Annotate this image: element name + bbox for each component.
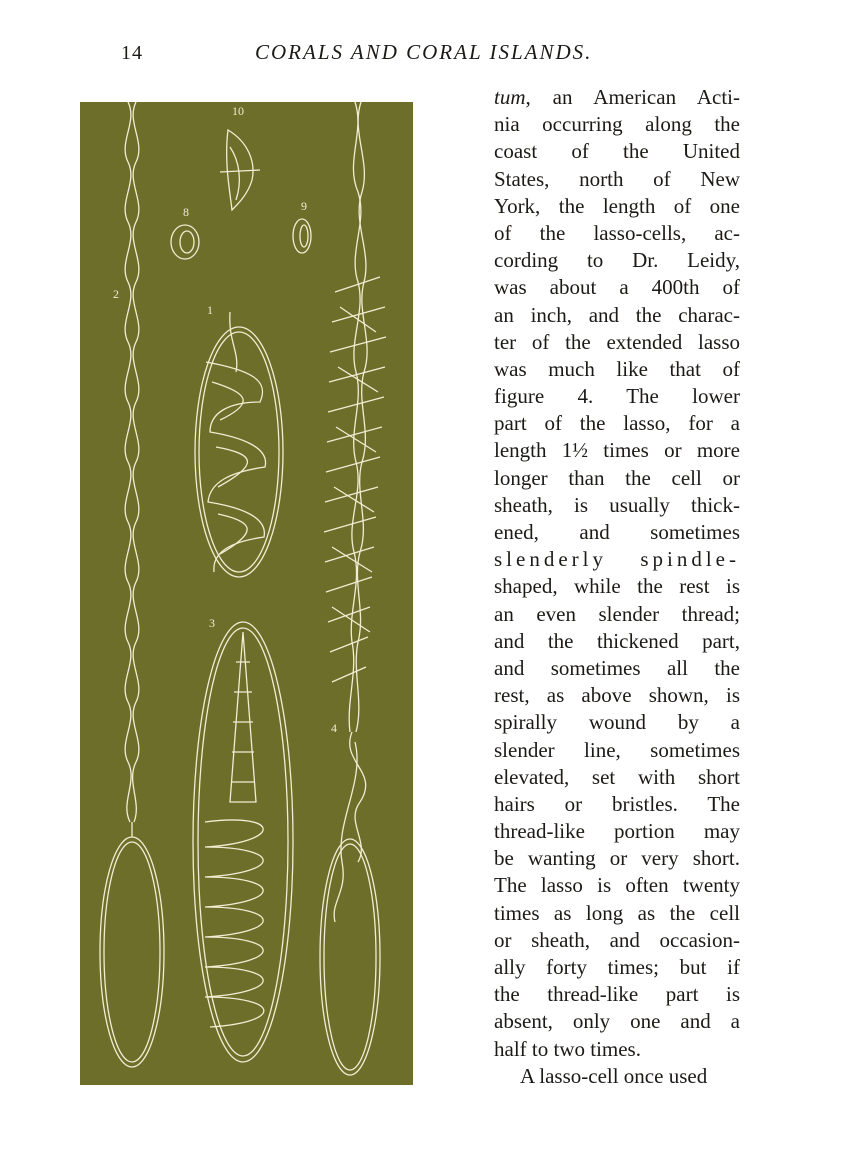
text-line: or sheath, and occasion- [494, 927, 740, 952]
figure-10-drawing [220, 130, 260, 210]
page-number: 14 [121, 42, 143, 64]
figure-2-drawing [100, 102, 164, 1067]
text-line: part of the lasso, for a [494, 411, 740, 436]
figure-label-8: 8 [183, 205, 189, 219]
text-line: hairs or bristles. The [494, 791, 740, 816]
figure-label-10: 10 [232, 104, 244, 118]
text-line: absent, only one and a [494, 1009, 740, 1034]
text-line: was about a 400th of [494, 275, 740, 300]
italic-word: tum [494, 85, 526, 109]
text-line: be wanting or very short. [494, 846, 740, 871]
text-line: spirally wound by a [494, 710, 740, 735]
text-line: longer than the cell or [494, 465, 740, 490]
text-line: the thread-like part is [494, 982, 740, 1007]
text-line: times as long as the cell [494, 900, 740, 925]
text-line: an inch, and the charac- [494, 302, 740, 327]
body-text-column [494, 84, 740, 1090]
text-line: and sometimes all the [494, 655, 740, 680]
text-line: half to two times. [494, 1036, 641, 1061]
text-line: was much like that of [494, 356, 740, 381]
text-line: of the lasso-cells, ac- [494, 220, 740, 245]
text-fragment: , an American Acti- [525, 85, 740, 109]
figure-label-2: 2 [113, 287, 119, 301]
text-line: length 1½ times or more [494, 438, 740, 463]
text-line: thread-like portion may [494, 819, 740, 844]
text-line: cording to Dr. Leidy, [494, 248, 740, 273]
text-line: ened, and sometimes [494, 520, 740, 544]
figure-9-drawing [293, 219, 311, 253]
figure-label-1: 1 [207, 303, 213, 317]
text-line: York, the length of one [494, 193, 740, 218]
text-line: shaped, while the rest is [494, 574, 740, 599]
figure-3-drawing [193, 622, 293, 1062]
text-line: elevated, set with short [494, 764, 740, 789]
figure-label-9: 9 [301, 199, 307, 213]
illustration-plate [80, 102, 413, 1085]
figure-4-drawing [320, 102, 386, 1075]
text-line: A lasso-cell once used [520, 1063, 708, 1088]
text-line: ter of the extended lasso [494, 329, 740, 354]
text-line: coast of the United [494, 139, 740, 164]
figure-label-3: 3 [209, 616, 215, 630]
text-line: sheath, is usually thick- [494, 492, 740, 517]
text-line: an even slender thread; [494, 601, 740, 626]
running-title: CORALS AND CORAL ISLANDS. [255, 40, 593, 64]
text-line: nia occurring along the [494, 112, 740, 137]
text-line: slenderly spindle- [494, 547, 740, 572]
figure-1-drawing [195, 312, 283, 577]
figure-label-4: 4 [331, 721, 337, 735]
text-line: and the thickened part, [494, 628, 740, 653]
text-line: slender line, sometimes [494, 737, 740, 762]
text-line: The lasso is often twenty [494, 873, 740, 898]
text-line: ally forty times; but if [494, 955, 740, 979]
text-line: figure 4. The lower [494, 384, 740, 409]
text-line [494, 84, 740, 111]
text-line: States, north of New [494, 166, 740, 191]
text-line: rest, as above shown, is [494, 683, 740, 708]
lasso-cells-engraving [80, 102, 413, 1085]
figure-8-drawing [171, 225, 199, 259]
